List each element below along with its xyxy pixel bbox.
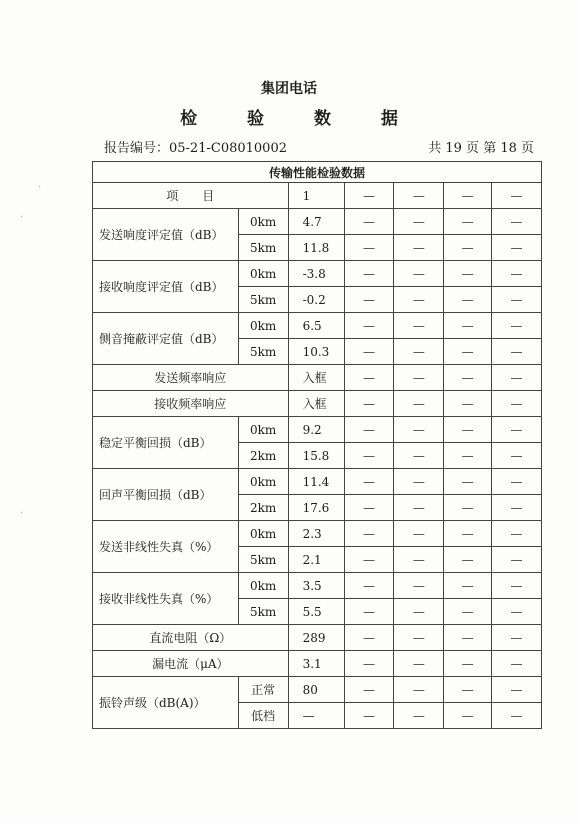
measured-value: 11.8 xyxy=(288,235,344,261)
dash-cell: — xyxy=(394,625,444,651)
sub-condition: 5km xyxy=(238,287,288,313)
dash-cell: — xyxy=(394,261,444,287)
dash-cell: — xyxy=(344,391,394,417)
sub-condition: 2km xyxy=(238,495,288,521)
company-name: 集团电话 xyxy=(261,81,317,97)
dash-cell: — xyxy=(492,703,542,729)
table-row xyxy=(93,365,542,391)
measured-value: 3.1 xyxy=(288,651,344,677)
dash-cell: — xyxy=(344,495,394,521)
dash-cell: — xyxy=(492,183,542,209)
dash-cell: — xyxy=(492,313,542,339)
dash-cell: — xyxy=(344,261,394,287)
sub-condition: 正常 xyxy=(238,677,288,703)
dash-cell: — xyxy=(394,651,444,677)
dash-cell: — xyxy=(394,339,444,365)
table-row xyxy=(93,625,542,651)
dash-cell: — xyxy=(444,443,492,469)
dash-cell: — xyxy=(344,287,394,313)
table-row xyxy=(93,261,542,287)
table-heading-row xyxy=(93,162,542,183)
dash-cell: — xyxy=(444,573,492,599)
dash-cell: — xyxy=(492,573,542,599)
dash-cell: — xyxy=(492,209,542,235)
sub-condition: 0km xyxy=(238,209,288,235)
dash-cell: — xyxy=(492,625,542,651)
parameter-name: 稳定平衡回损（dB） xyxy=(93,417,239,469)
sub-condition: 0km xyxy=(238,469,288,495)
dash-cell: — xyxy=(394,469,444,495)
table-row xyxy=(93,417,542,443)
parameter-name: 侧音掩蔽评定值（dB） xyxy=(93,313,239,365)
sub-condition: 0km xyxy=(238,313,288,339)
parameter-name: 接收响度评定值（dB） xyxy=(93,261,239,313)
dash-cell: — xyxy=(394,391,444,417)
dash-cell: — xyxy=(344,469,394,495)
dash-cell: — xyxy=(344,443,394,469)
dash-cell: — xyxy=(444,287,492,313)
measured-value: 80 xyxy=(288,677,344,703)
dash-cell: — xyxy=(344,677,394,703)
table-row xyxy=(93,521,542,547)
dash-cell: — xyxy=(444,417,492,443)
parameter-name: 振铃声级（dB(A)） xyxy=(93,677,239,729)
scan-mark: · xyxy=(20,212,24,223)
dash-cell: — xyxy=(444,183,492,209)
sub-condition: 5km xyxy=(238,599,288,625)
sub-condition: 0km xyxy=(238,261,288,287)
item-row xyxy=(93,183,542,209)
dash-cell: — xyxy=(344,313,394,339)
table-row xyxy=(93,209,542,235)
dash-cell: — xyxy=(344,235,394,261)
dash-cell: — xyxy=(344,651,394,677)
table-heading: 传输性能检验数据 xyxy=(93,162,542,183)
dash-cell: — xyxy=(492,365,542,391)
test-data-table xyxy=(92,161,542,729)
parameter-name: 发送频率响应 xyxy=(93,365,289,391)
dash-cell: — xyxy=(394,235,444,261)
measured-value: 6.5 xyxy=(288,313,344,339)
measured-value: -3.8 xyxy=(288,261,344,287)
dash-cell: — xyxy=(344,703,394,729)
dash-cell: — xyxy=(394,443,444,469)
table-row xyxy=(93,469,542,495)
dash-cell: — xyxy=(492,469,542,495)
dash-cell: — xyxy=(394,599,444,625)
table-row xyxy=(93,677,542,703)
measured-value: 4.7 xyxy=(288,209,344,235)
measured-value: 9.2 xyxy=(288,417,344,443)
dash-cell: — xyxy=(492,417,542,443)
dash-cell: — xyxy=(394,313,444,339)
dash-cell: — xyxy=(492,235,542,261)
dash-cell: — xyxy=(344,365,394,391)
measured-value: 入框 xyxy=(288,391,344,417)
sub-condition: 低档 xyxy=(238,703,288,729)
dash-cell: — xyxy=(444,599,492,625)
measured-value: 入框 xyxy=(288,365,344,391)
dash-cell: — xyxy=(444,495,492,521)
report-number: 报告编号：05-21-C08010002 xyxy=(104,141,287,156)
sub-condition: 5km xyxy=(238,547,288,573)
dash-cell: — xyxy=(444,261,492,287)
sub-condition: 0km xyxy=(238,573,288,599)
parameter-name: 回声平衡回损（dB） xyxy=(93,469,239,521)
dash-cell: — xyxy=(444,677,492,703)
parameter-name: 漏电流（μA） xyxy=(93,651,289,677)
dash-cell: — xyxy=(492,521,542,547)
dash-cell: — xyxy=(444,391,492,417)
dash-cell: — xyxy=(444,339,492,365)
table-row xyxy=(93,391,542,417)
item-value: 1 xyxy=(288,183,344,209)
measured-value: 5.5 xyxy=(288,599,344,625)
table-row xyxy=(93,313,542,339)
table-row xyxy=(93,573,542,599)
item-label: 项 目 xyxy=(93,183,289,209)
dash-cell: — xyxy=(444,209,492,235)
dash-cell: — xyxy=(344,599,394,625)
dash-cell: — xyxy=(394,521,444,547)
scan-mark: · xyxy=(20,508,24,519)
parameter-name: 发送响度评定值（dB） xyxy=(93,209,239,261)
dash-cell: — xyxy=(394,417,444,443)
dash-cell: — xyxy=(394,183,444,209)
dash-cell: — xyxy=(444,651,492,677)
dash-cell: — xyxy=(394,365,444,391)
dash-cell: — xyxy=(492,495,542,521)
table-body xyxy=(93,162,542,729)
measured-value: 2.1 xyxy=(288,547,344,573)
sub-condition: 5km xyxy=(238,235,288,261)
measured-value: 289 xyxy=(288,625,344,651)
dash-cell: — xyxy=(444,469,492,495)
scan-mark: · xyxy=(38,182,42,193)
dash-cell: — xyxy=(394,547,444,573)
dash-cell: — xyxy=(444,521,492,547)
dash-cell: — xyxy=(394,573,444,599)
measured-value: 17.6 xyxy=(288,495,344,521)
dash-cell: — xyxy=(394,677,444,703)
measured-value: — xyxy=(288,703,344,729)
parameter-name: 接收非线性失真（%） xyxy=(93,573,239,625)
parameter-name: 发送非线性失真（%） xyxy=(93,521,239,573)
sub-condition: 0km xyxy=(238,417,288,443)
page-title: 检 验 数 据 xyxy=(180,109,420,129)
dash-cell: — xyxy=(344,521,394,547)
measured-value: 3.5 xyxy=(288,573,344,599)
parameter-name: 接收频率响应 xyxy=(93,391,289,417)
sub-condition: 5km xyxy=(238,339,288,365)
dash-cell: — xyxy=(344,183,394,209)
dash-cell: — xyxy=(492,287,542,313)
dash-cell: — xyxy=(492,339,542,365)
dash-cell: — xyxy=(492,443,542,469)
dash-cell: — xyxy=(344,209,394,235)
dash-cell: — xyxy=(492,599,542,625)
dash-cell: — xyxy=(344,417,394,443)
measured-value: 11.4 xyxy=(288,469,344,495)
dash-cell: — xyxy=(444,703,492,729)
parameter-name: 直流电阻（Ω） xyxy=(93,625,289,651)
dash-cell: — xyxy=(444,313,492,339)
dash-cell: — xyxy=(492,391,542,417)
dash-cell: — xyxy=(492,677,542,703)
measured-value: 10.3 xyxy=(288,339,344,365)
measured-value: 15.8 xyxy=(288,443,344,469)
measured-value: -0.2 xyxy=(288,287,344,313)
dash-cell: — xyxy=(444,547,492,573)
table-row xyxy=(93,651,542,677)
dash-cell: — xyxy=(444,365,492,391)
dash-cell: — xyxy=(344,547,394,573)
measured-value: 2.3 xyxy=(288,521,344,547)
dash-cell: — xyxy=(394,209,444,235)
dash-cell: — xyxy=(344,339,394,365)
dash-cell: — xyxy=(394,287,444,313)
dash-cell: — xyxy=(394,703,444,729)
dash-cell: — xyxy=(444,625,492,651)
dash-cell: — xyxy=(492,261,542,287)
dash-cell: — xyxy=(394,495,444,521)
page-info: 共 19 页 第 18 页 xyxy=(428,141,534,156)
dash-cell: — xyxy=(344,625,394,651)
dash-cell: — xyxy=(492,547,542,573)
dash-cell: — xyxy=(344,573,394,599)
dash-cell: — xyxy=(492,651,542,677)
sub-condition: 0km xyxy=(238,521,288,547)
sub-condition: 2km xyxy=(238,443,288,469)
dash-cell: — xyxy=(444,235,492,261)
